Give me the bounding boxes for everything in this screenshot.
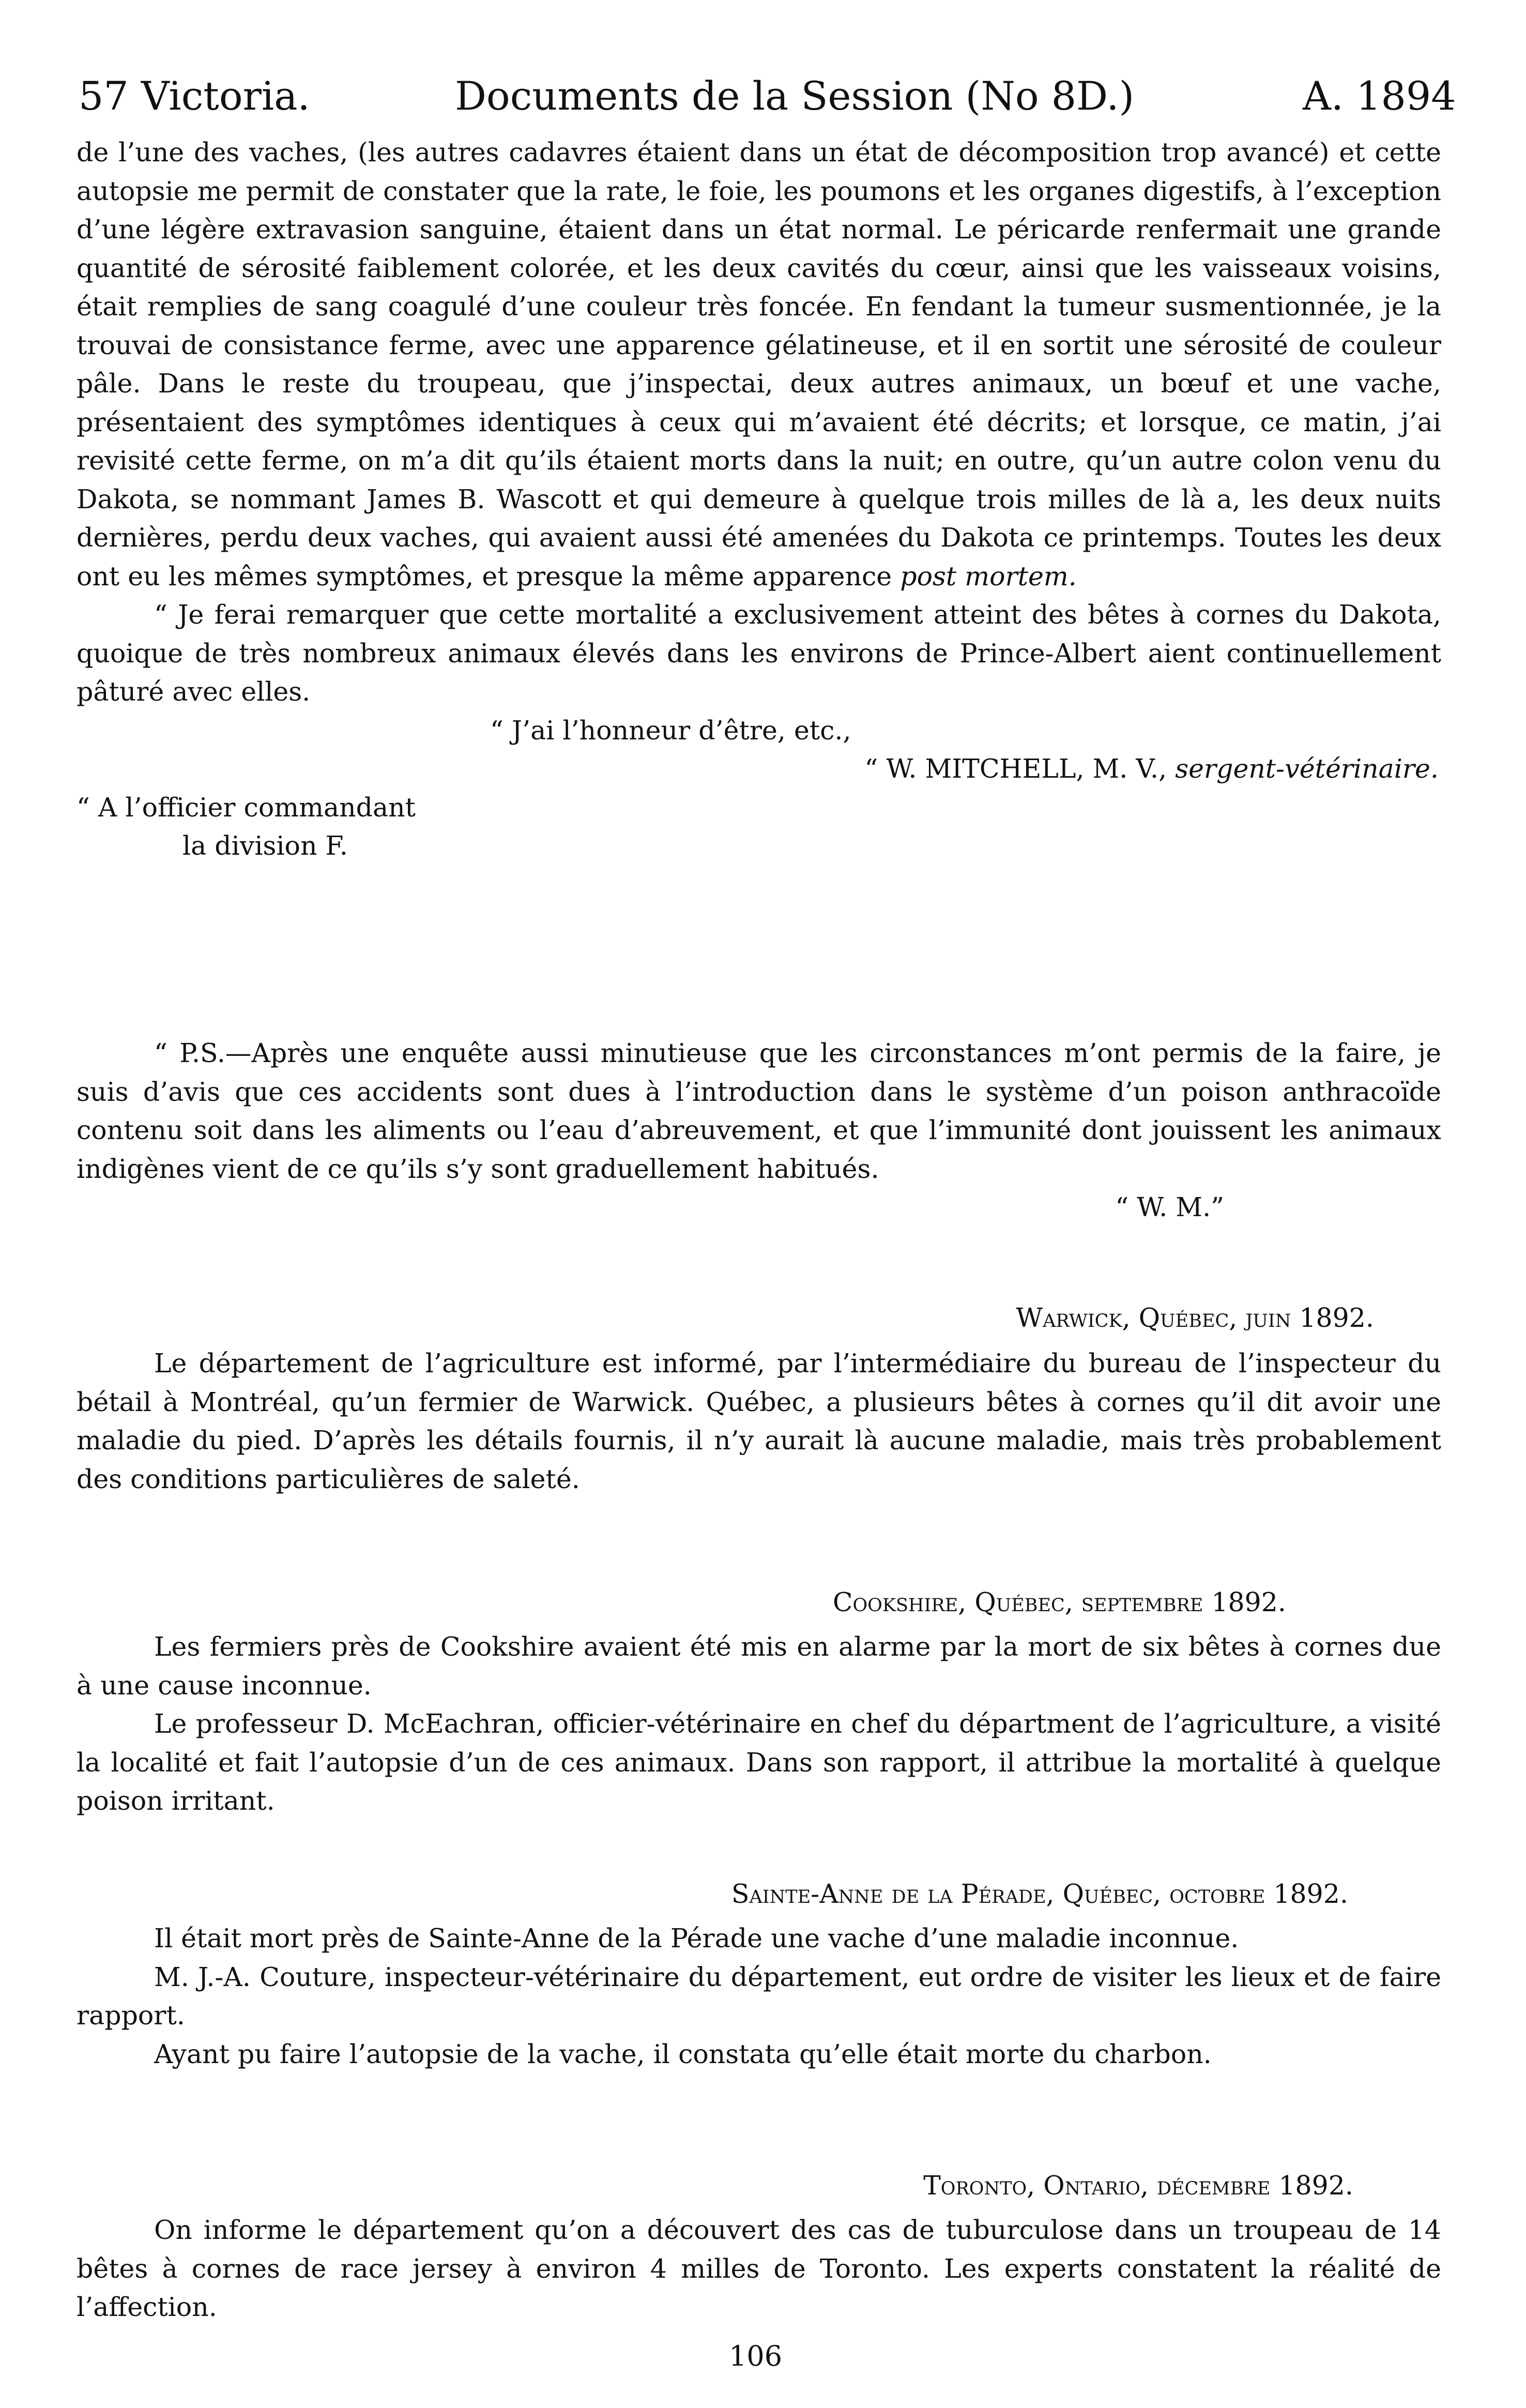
toronto-section <box>77 2211 1441 2327</box>
header-year: A. 1894 <box>1303 73 1456 119</box>
sainte-anne-text-1: Il était mort près de Sainte-Anne de la Pérade une vache d’une maladie inconnue. <box>154 1923 1239 1953</box>
paragraph-autopsy <box>77 133 1441 596</box>
signature-title: sergent-vétérinaire. <box>1175 753 1439 784</box>
post-mortem-italic: post mortem. <box>900 561 1077 592</box>
paragraph-autopsy-text: de l’une des vaches, (les autres cadavres étaient dans un état de décomposition trop avancé) et cette autopsie me permit de constater que la rate, le foie, les poumons et les organes digestifs, à l’exception d’une légère extravasion sanguine, étaient dans un état normal. Le péricarde renfermait une grande quantité de sérosité faiblement colorée, et les deux cavités du cœur, ainsi que les vaisseaux voisins, était remplies de sang coagulé d’une couleur très foncée. En fendant la tumeur susmentionnée, je la trouvai de consistance ferme, avec une apparence gélatineuse, et il en sortit une sérosité de couleur pâle. Dans le reste du troupeau, que j’inspectai, deux autres animaux, un bœuf et une vache, présentaient des symptômes identiques à ceux qui m’avaient été décrits; et lorsque, ce matin, j’ai revisité cette ferme, on m’a dit qu’ils étaient morts dans la nuit; en outre, qu’un autre colon venu du Dakota, se nommant James B. Wascott et qui demeure à quelque trois milles de là a, les deux nuits dernières, perdu deux vaches, qui avaient aussi été amenées du Dakota ce printemps. Toutes les deux ont eu les mêmes symptômes, et presque la même apparence <box>77 137 1441 592</box>
warwick-text: Le département de l’agriculture est informé, par l’intermédiaire du bureau de l’inspecteur du bétail à Montréal, qu’un fermier de Warwick. Québec, a plusieurs bêtes à cornes qu’il dit avoir une maladie du pied. D’après les détails fournis, il n’y aurait là aucune maladie, mais très probablement des conditions particulières de saleté. <box>77 1348 1441 1494</box>
page-number: 106 <box>729 2340 783 2372</box>
sainte-anne-text-2: M. J.-A. Couture, inspecteur-vétérinaire du département, eut ordre de visiter les lieux et de faire rapport. <box>77 1961 1441 2031</box>
sainte-anne-section <box>77 1919 1441 2073</box>
warwick-section <box>77 1344 1441 1498</box>
cookshire-text-2: Le professeur D. McEachran, officier-vétérinaire en chef du départment de l’agriculture, a visité la localité et fait l’autopsie d’un de ces animaux. Dans son rapport, il attribue la mortalité à quelque poison irritant. <box>77 1708 1441 1816</box>
header-title <box>455 73 1135 119</box>
letter-signature <box>77 750 1441 789</box>
header-title-main: Documents de la Session (No 8 <box>455 73 1077 119</box>
letter-body <box>77 133 1441 866</box>
postscript-text: “ P.S.—Après une enquête aussi minutieuse que les circonstances m’ont permis de la faire, je suis d’avis que ces accidents sont dues à l’introduction dans le système d’un poison anthracoïde contenu soit dans les aliments ou l’eau d’abreuvement, et que l’immunité dont jouissent les animaux indigènes vient de ce qu’ils s’y sont graduellement habitués. <box>77 1038 1441 1184</box>
toronto-dateline: Toronto, Ontario, décembre 1892. <box>923 2170 1353 2201</box>
sainte-anne-text-3: Ayant pu faire l’autopsie de la vache, il constata qu’elle était morte du charbon. <box>154 2038 1212 2069</box>
cookshire-dateline-block <box>77 1583 1441 1622</box>
toronto-dateline-block <box>77 2167 1441 2205</box>
postscript-section <box>77 1034 1441 1227</box>
cookshire-text-1: Les fermiers près de Cookshire avaient été mis en alarme par la mort de six bêtes à cornes due à une cause inconnue. <box>77 1631 1441 1701</box>
warwick-dateline-block <box>77 1299 1441 1338</box>
letter-closing: “ J’ai l’honneur d’être, etc., <box>490 715 851 746</box>
header-title-suffix: D.) <box>1076 73 1135 119</box>
toronto-text: On informe le département qu’on a découvert des cas de tuburculose dans un troupeau de 14 bêtes à cornes de race jersey à environ 4 milles de Toronto. Les experts constatent la réalité de l’affection. <box>77 2215 1441 2322</box>
addressee-line-2: la division F. <box>182 830 348 861</box>
warwick-dateline: Warwick, Québec, juin 1892. <box>1016 1303 1374 1333</box>
addressee-line-1: “ A l’officier commandant <box>77 792 416 823</box>
sainte-anne-dateline-block <box>77 1875 1441 1914</box>
paragraph-remark: “ Je ferai remarquer que cette mortalité a exclusivement atteint des bêtes à cornes du Dakota, quoique de très nombreux animaux élevés dans les environs de Prince-Albert aient continuellement pâturé avec elles. <box>77 599 1441 707</box>
postscript-signature: “ W. M.” <box>1115 1192 1224 1222</box>
signature-name: “ W. MITCHELL, M. V., <box>864 753 1167 784</box>
header-session-volume: 57 Victoria. <box>79 73 310 119</box>
cookshire-section <box>77 1628 1441 1821</box>
cookshire-dateline: Cookshire, Québec, septembre 1892. <box>832 1587 1286 1617</box>
sainte-anne-dateline: Sainte-Anne de la Pérade, Québec, octobre 1892. <box>731 1879 1348 1909</box>
